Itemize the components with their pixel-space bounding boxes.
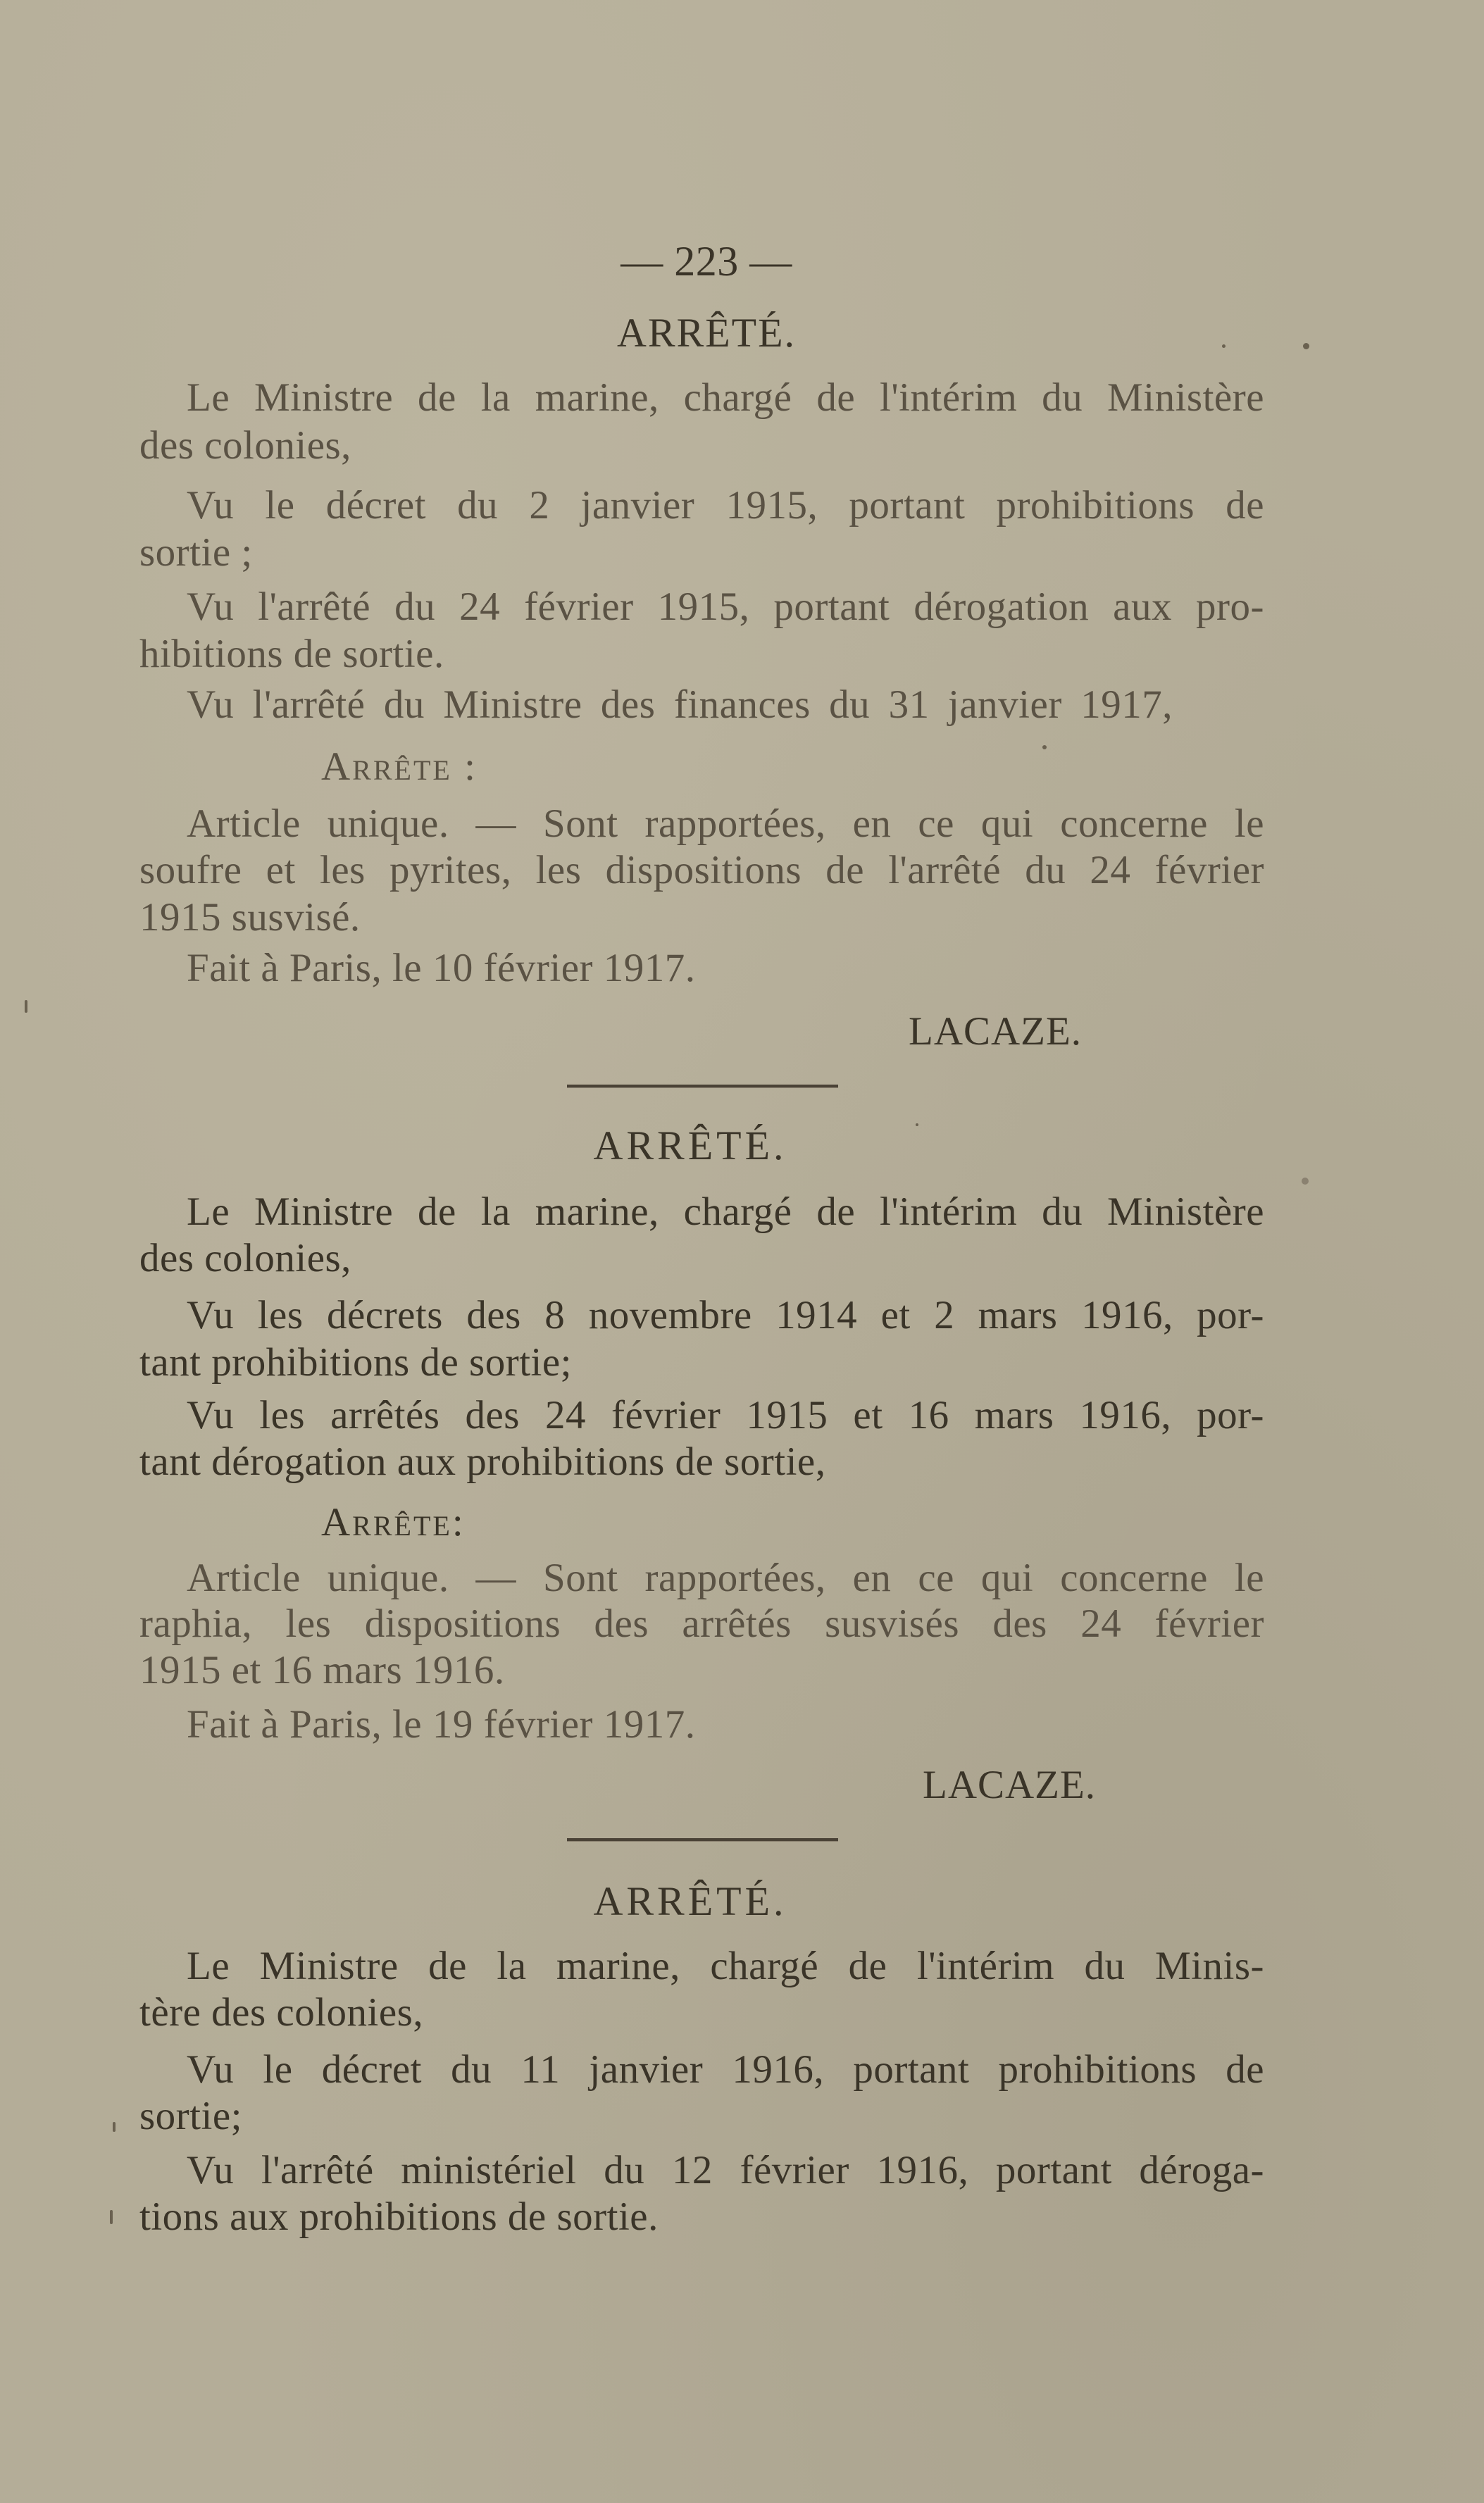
arrete-1-vu-decret-line-2: sortie ; xyxy=(139,530,253,575)
arrete-2-article-line-3: 1915 et 16 mars 1916. xyxy=(139,1648,505,1692)
arrete-1-article-line-2: soufre et les pyrites, les dispositions de l'arrêté du 24 février xyxy=(139,848,1264,892)
paper-speck xyxy=(1042,745,1047,749)
arrete-1-preamble-line-2: des colonies, xyxy=(139,423,351,468)
arrete-1-preamble-line-1: Le Ministre de la marine, chargé de l'intérim du Ministère xyxy=(187,375,1264,420)
arrete-3-vu-decret-line-2: sortie; xyxy=(139,2094,242,2138)
paper-speck xyxy=(25,1000,27,1013)
arrete-1-separator-rule xyxy=(567,1085,838,1088)
arrete-1-arrete-word: Arrête : xyxy=(321,744,478,789)
arrete-2-vu-decrets-line-2: tant prohibitions de sortie; xyxy=(139,1340,573,1385)
arrete-2-article-line-1: Article unique. — Sont rapportées, en ce qui concerne le xyxy=(187,1556,1264,1600)
arrete-1-vu-arrete-line-1: Vu l'arrêté du 24 février 1915, portant dérogation aux pro- xyxy=(187,585,1264,629)
arrete-2-preamble-line-2: des colonies, xyxy=(139,1236,351,1280)
paper-speck xyxy=(110,2210,113,2224)
arrete-3-title: ARRÊTÉ. xyxy=(593,1878,787,1924)
paper-speck xyxy=(1222,344,1226,348)
arrete-2-arrete-word: Arrête: xyxy=(321,1500,466,1544)
arrete-3-preamble-line-2: tère des colonies, xyxy=(139,1990,424,2035)
arrete-2-fait-a-paris: Fait à Paris, le 19 février 1917. xyxy=(187,1702,696,1747)
arrete-1-vu-arrete-line-2: hibitions de sortie. xyxy=(139,632,444,676)
arrete-1-article-line-3: 1915 susvisé. xyxy=(139,895,361,940)
paper-speck xyxy=(916,1123,918,1126)
arrete-1-article-line-1: Article unique. — Sont rapportées, en ce qui concerne le xyxy=(187,801,1264,846)
arrete-3-preamble-line-1: Le Ministre de la marine, chargé de l'intérim du Minis- xyxy=(187,1944,1264,1988)
arrete-1-title: ARRÊTÉ. xyxy=(616,310,797,356)
arrete-2-preamble-line-1: Le Ministre de la marine, chargé de l'intérim du Ministère xyxy=(187,1190,1264,1234)
arrete-2-vu-decrets-line-1: Vu les décrets des 8 novembre 1914 et 2 mars 1916, por- xyxy=(187,1293,1264,1337)
arrete-2-title: ARRÊTÉ. xyxy=(593,1123,787,1168)
arrete-3-vu-arrete-line-1: Vu l'arrêté ministériel du 12 février 1916, portant déroga- xyxy=(187,2148,1264,2192)
arrete-3-vu-arrete-line-2: tions aux prohibitions de sortie. xyxy=(139,2195,659,2239)
paper-speck xyxy=(113,2122,116,2132)
arrete-1-vu-ministre-finances: Vu l'arrêté du Ministre des finances du 31 janvier 1917, xyxy=(187,682,1173,727)
page-number: — 223 — xyxy=(621,238,792,285)
arrete-3-vu-decret-line-1: Vu le décret du 11 janvier 1916, portant prohibitions de xyxy=(187,2047,1264,2092)
arrete-2-article-line-2: raphia, les dispositions des arrêtés susvisés des 24 février xyxy=(139,1602,1264,1646)
arrete-2-signature: LACAZE. xyxy=(923,1763,1097,1807)
arrete-1-fait-a-paris: Fait à Paris, le 10 février 1917. xyxy=(187,946,696,990)
arrete-2-separator-rule xyxy=(567,1838,838,1842)
paper-speck xyxy=(1303,343,1309,349)
arrete-1-signature: LACAZE. xyxy=(909,1009,1083,1054)
paper-speck xyxy=(1302,1178,1309,1185)
arrete-2-vu-arretes-line-1: Vu les arrêtés des 24 février 1915 et 16 mars 1916, por- xyxy=(187,1393,1264,1437)
arrete-1-vu-decret-line-1: Vu le décret du 2 janvier 1915, portant prohibitions de xyxy=(187,483,1264,528)
arrete-2-vu-arretes-line-2: tant dérogation aux prohibitions de sortie, xyxy=(139,1440,826,1484)
